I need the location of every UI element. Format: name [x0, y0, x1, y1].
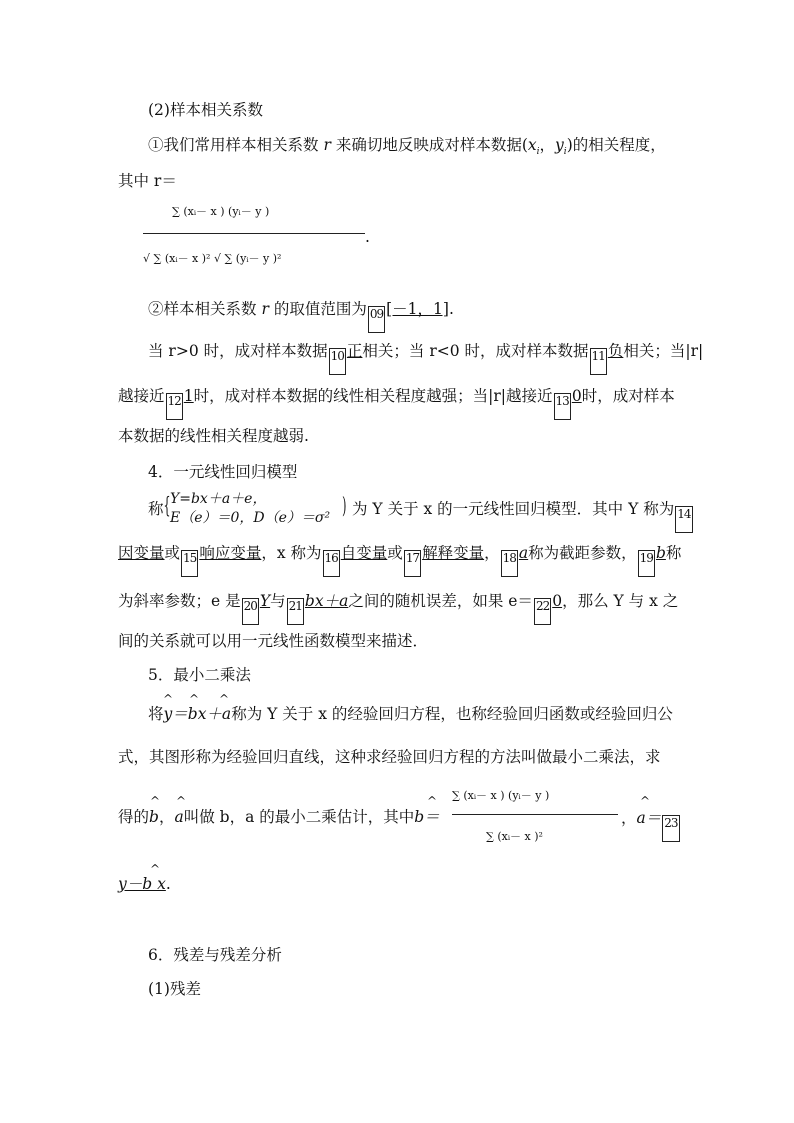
brace-right: ) — [342, 494, 347, 519]
text: 称为截距参数， — [528, 544, 637, 562]
answer: Y — [259, 592, 271, 610]
var: a＝ — [636, 809, 662, 827]
text: 得的 — [118, 808, 150, 826]
hat-mark: ^ — [219, 692, 230, 706]
text: ， — [158, 808, 175, 826]
brace-left: { — [163, 494, 171, 519]
paragraph — [118, 542, 681, 577]
text: 叫做 b，a 的最小二乘估计，其中 — [183, 808, 415, 826]
text: ，x 称为 — [261, 544, 322, 562]
answer-number-box: 18 — [501, 550, 518, 577]
text-run — [621, 806, 681, 842]
formula-numerator: ∑ (xᵢ－ x ) (yᵢ－ y ) — [172, 205, 270, 218]
answer-number-box: 12 — [166, 393, 183, 420]
hat-mark: ^ — [640, 794, 651, 808]
hat-mark: ^ — [150, 794, 161, 808]
answer: y－b x — [118, 875, 166, 893]
text: ， — [621, 809, 637, 827]
answer: 正 — [346, 342, 363, 360]
formula-numerator: ∑ (xᵢ－ x ) (yᵢ－ y ) — [452, 789, 550, 802]
answer: [－1，1] — [386, 300, 449, 318]
text: ， — [484, 544, 500, 562]
text: 称 — [665, 544, 682, 562]
answer-number-box: 15 — [181, 550, 198, 577]
paragraph: 间的关系就可以用一元线性函数模型来描述． — [118, 632, 429, 650]
section-title: 5．最小二乘法 — [148, 666, 251, 684]
text: ，那么 Y 与 x 之 — [562, 592, 679, 610]
answer: 0 — [552, 592, 563, 610]
paragraph — [148, 703, 673, 725]
var: b＝ — [414, 808, 440, 826]
answer-number-box: 14 — [675, 506, 692, 533]
text: 越接近 — [118, 387, 165, 405]
answer-number-box: 19 — [638, 550, 655, 577]
hat-mark: ^ — [189, 692, 200, 706]
formula-denominator: √ ∑ (xᵢ－ x )² √ ∑ (yᵢ－ y )² — [143, 252, 282, 265]
paragraph: 其中 r＝ — [118, 172, 177, 190]
text: 当 r>0 时，成对样本数据 — [148, 342, 328, 360]
fraction-bar — [452, 814, 618, 815]
fraction-bar — [143, 233, 365, 234]
var: b — [149, 808, 159, 826]
answer: 因变量 — [118, 544, 165, 562]
text: 相关；当|r| — [623, 342, 704, 360]
subscript: i — [536, 147, 540, 158]
paragraph — [118, 873, 171, 895]
paragraph — [148, 298, 454, 333]
text: 为斜率参数；e 是 — [118, 592, 241, 610]
var: x — [527, 136, 537, 154]
text: 时，成对样本数据的线性相关程度越强；当|r|越接近 — [193, 387, 553, 405]
answer: a — [518, 544, 529, 562]
hat-mark: ^ — [427, 794, 438, 808]
text: )的相关程度， — [566, 136, 666, 154]
text: 称为 Y 关于 x 的经验回归方程，也称经验回归函数或经验回归公 — [231, 705, 673, 723]
paragraph — [148, 134, 666, 163]
hat-mark: ^ — [150, 862, 161, 876]
model-equation-1: Y=bx＋a＋e， — [170, 491, 267, 507]
answer-number-box: 11 — [590, 348, 607, 375]
text: 或 — [387, 544, 403, 562]
text: 的取值范围为 — [273, 300, 367, 318]
answer: 0 — [571, 387, 582, 405]
text: 相关；当 r<0 时，成对样本数据 — [362, 342, 589, 360]
period: . — [365, 228, 370, 246]
answer: 解释变量 — [422, 544, 485, 562]
text: 之间的随机误差，如果 e＝ — [348, 592, 533, 610]
subsection-title: (1)残差 — [148, 980, 201, 998]
var: r — [323, 136, 331, 154]
answer: 1 — [183, 387, 194, 405]
text: 将 — [148, 705, 164, 723]
paragraph — [118, 385, 675, 420]
section-title: 4．一元线性回归模型 — [148, 463, 298, 481]
paragraph — [148, 340, 703, 375]
text: 称 — [148, 500, 164, 518]
paragraph: 本数据的线性相关程度越弱. — [118, 427, 309, 445]
text: . — [448, 300, 454, 318]
section-title: 6．残差与残差分析 — [148, 946, 282, 964]
hat-mark: ^ — [163, 692, 174, 706]
answer-number-box: 10 — [329, 348, 346, 375]
answer: 负 — [607, 342, 624, 360]
hat-mark: ^ — [176, 794, 187, 808]
text: ①我们常用样本相关系数 — [148, 136, 319, 154]
answer-number-box: 17 — [404, 550, 421, 577]
text: 为 Y 关于 x 的一元线性回归模型．其中 Y 称为 — [352, 500, 675, 518]
model-equation-2: E（e）＝0，D（e）＝σ² — [170, 510, 331, 526]
text: 来确切地反映成对样本数据( — [335, 136, 528, 154]
answer-number-box: 23 — [662, 815, 679, 842]
answer: 响应变量 — [199, 544, 262, 562]
answer-number-box: 09 — [368, 306, 385, 333]
regression-equation: y＝bx＋a — [163, 705, 232, 723]
var: a — [174, 808, 184, 826]
answer-number-box: 20 — [242, 598, 259, 625]
answer-number-box: 13 — [554, 393, 571, 420]
paragraph: 式，其图形称为经验回归直线，这种求经验回归方程的方法叫做最小二乘法，求 — [118, 748, 661, 766]
answer: b — [655, 544, 666, 562]
text: ②样本相关系数 — [148, 300, 257, 318]
answer-number-box: 21 — [287, 598, 304, 625]
text: . — [165, 875, 171, 893]
answer-number-box: 16 — [323, 550, 340, 577]
text-run — [352, 497, 694, 533]
answer: bx＋a — [304, 592, 349, 610]
section-title: (2)样本相关系数 — [148, 101, 263, 119]
answer-number-box: 22 — [534, 598, 551, 625]
answer: 自变量 — [340, 544, 388, 562]
subscript: i — [563, 147, 567, 158]
text: 与 — [270, 592, 286, 610]
text: 时，成对样本 — [581, 387, 675, 405]
text: 或 — [164, 544, 181, 562]
paragraph — [118, 590, 678, 625]
formula-denominator: ∑ (xᵢ－ x )² — [486, 830, 543, 843]
paragraph — [118, 806, 440, 828]
var: y — [555, 136, 564, 154]
var: r — [261, 300, 269, 318]
text: ， — [539, 136, 556, 154]
